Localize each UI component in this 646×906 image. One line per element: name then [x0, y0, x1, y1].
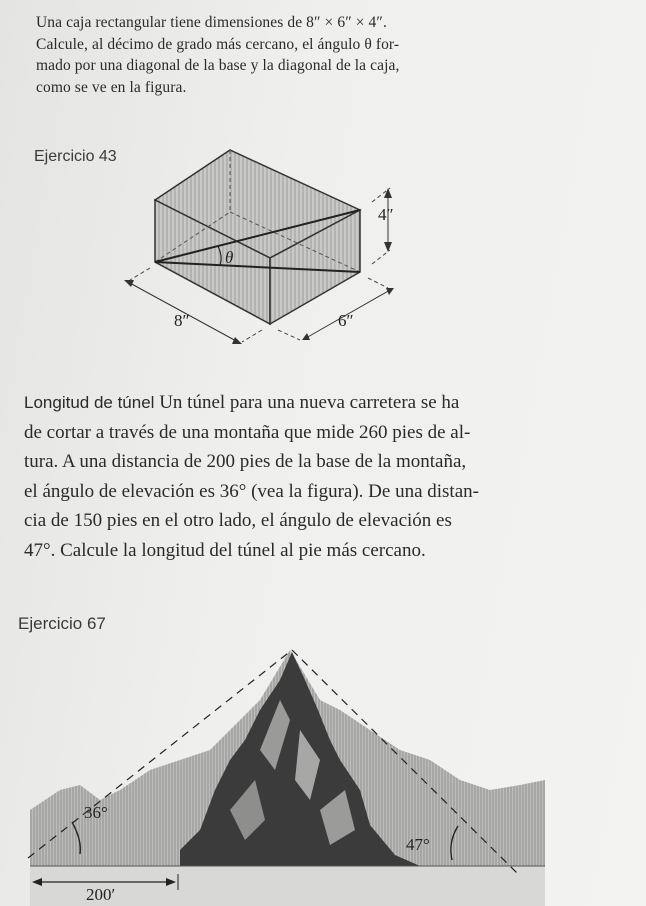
left-distance-label: 200′	[86, 885, 116, 904]
text-line: Un túnel para una nueva carretera se ha	[159, 392, 460, 413]
exercise-67-title: Longitud de túnel	[24, 393, 155, 412]
text-line: como se ve en la figura.	[36, 78, 187, 96]
exercise-43-problem-text	[36, 12, 506, 98]
box-figure	[110, 140, 430, 360]
text-line: el ángulo de elevación es 36° (vea la figura). De una distan-	[24, 480, 479, 502]
width-label: 6″	[338, 311, 354, 330]
text-line: tura. A una distancia de 200 pies de la base de la montaña,	[24, 451, 467, 472]
left-angle-label: 36°	[84, 803, 108, 822]
text-line: Una caja rectangular tiene dimensiones de 8″ × 6″ × 4″.	[36, 14, 387, 31]
right-angle-label: 47°	[406, 835, 430, 854]
exercise-67-label: Ejercicio 67	[18, 614, 106, 633]
exercise-67-problem-text	[24, 388, 526, 565]
mountain-figure	[0, 640, 560, 906]
text-line: cia de 150 pies en el otro lado, el ángulo de elevación es	[24, 510, 452, 531]
text-line: Calcule, al décimo de grado más cercano, el ángulo θ for-	[36, 35, 400, 53]
length-label: 8″	[174, 311, 190, 330]
text-line	[24, 388, 526, 418]
theta-label: θ	[225, 248, 234, 267]
text-line: mado por una diagonal de la base y la diagonal de la caja,	[36, 57, 400, 74]
text-line: 47°. Calcule la longitud del túnel al pie más cercano.	[24, 539, 426, 561]
height-label: 4″	[378, 205, 394, 224]
exercise-43-label: Ejercicio 43	[34, 148, 117, 165]
text-line: de cortar a través de una montaña que mide 260 pies de al-	[24, 421, 471, 443]
